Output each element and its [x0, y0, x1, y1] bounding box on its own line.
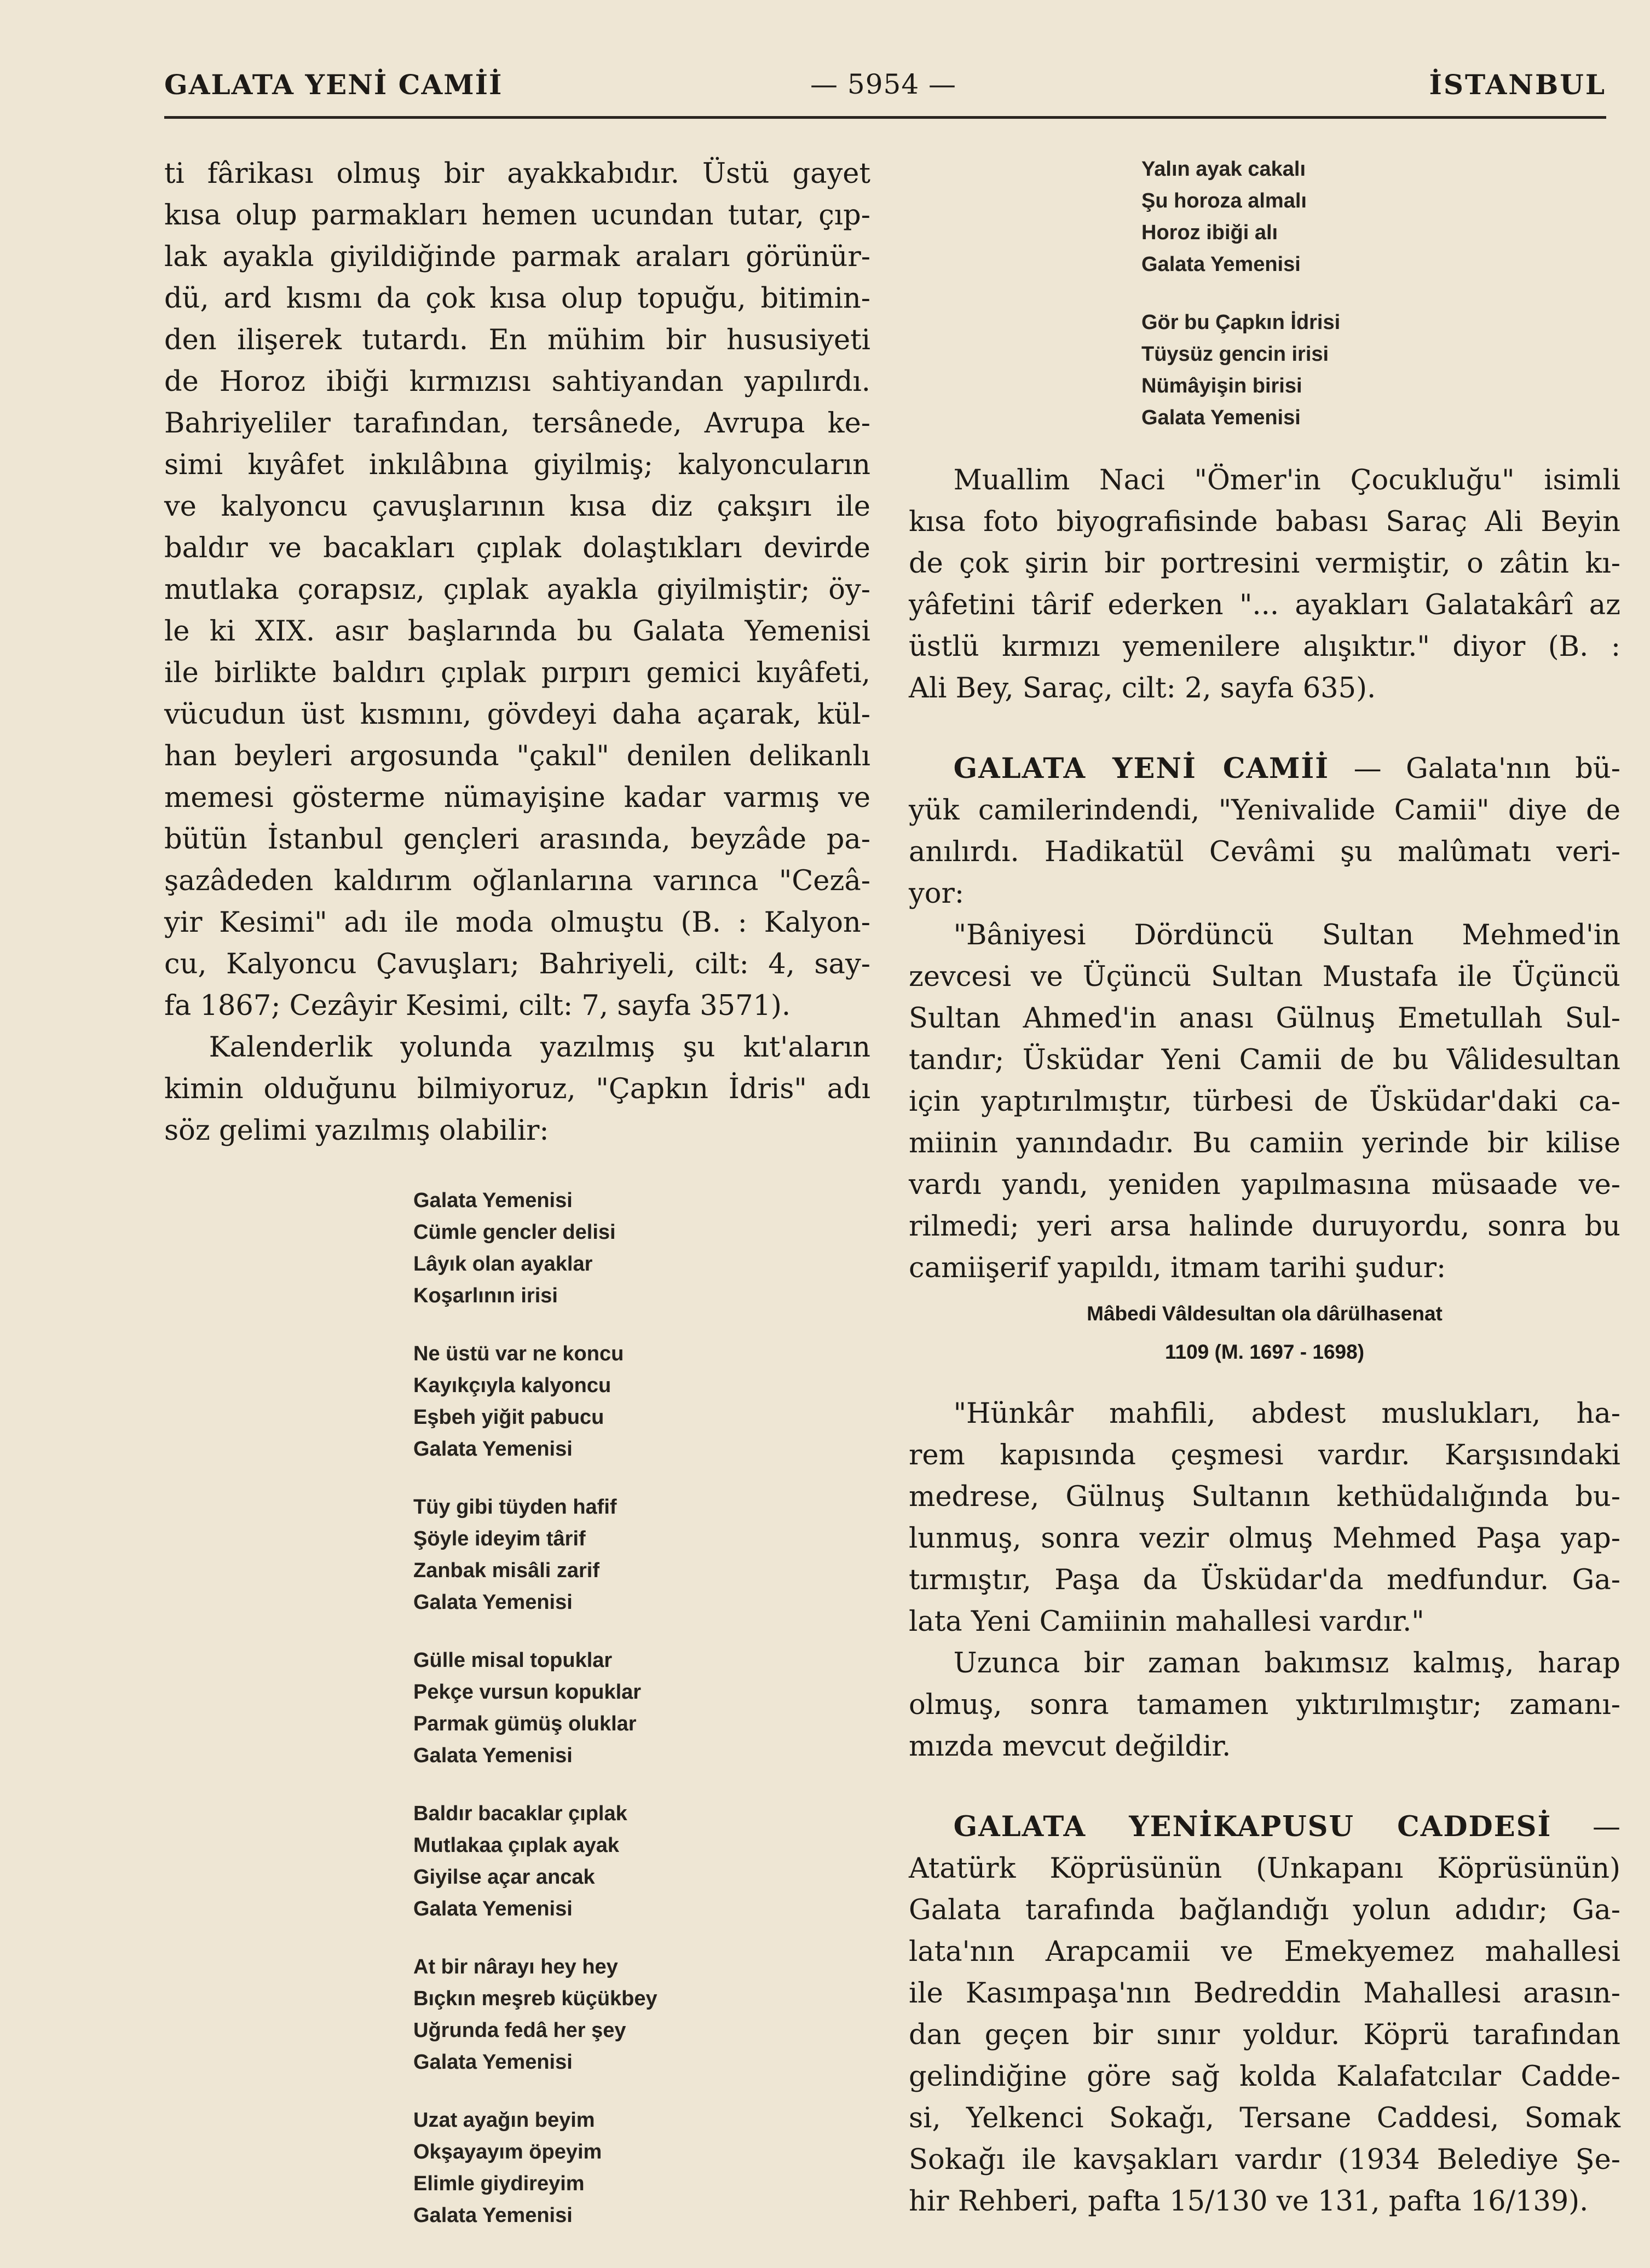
- inscription-verse: Mâbedi Vâldesultan ola dârülhasenat: [1087, 1302, 1443, 1325]
- right-column: [909, 153, 1620, 2223]
- poem-line: Mutlakaa çıplak ayak: [413, 1834, 619, 1857]
- poem-line: Galata Yemenisi: [413, 1744, 573, 1767]
- poem-stanza: [413, 1185, 870, 1312]
- poem-line: Eşbeh yiğit pabucu: [413, 1406, 604, 1429]
- poem-line: Lâyık olan ayaklar: [413, 1253, 593, 1276]
- date-inscription: [909, 1295, 1620, 1371]
- text-line: kısa foto biyografisinde babası Saraç Ali Beyin: [909, 506, 1620, 538]
- text-line: lak ayakla giyildiğinde parmak araları görünür-: [164, 241, 870, 273]
- entry-heading-tail: —: [1592, 1811, 1620, 1843]
- poem-line: Galata Yemenisi: [1141, 406, 1301, 429]
- text-line: simi kıyâfet inkılâbına giyilmiş; kalyoncuların: [164, 449, 870, 481]
- text-line: de çok şirin bir portresini vermiştir, o zâtin kı-: [909, 547, 1620, 580]
- text-line: ile Kasımpaşa'nın Bedreddin Mahallesi arasın-: [909, 1977, 1620, 2010]
- poem-line: Gör bu Çapkın İdrisi: [1141, 311, 1341, 334]
- text-line: lunmuş, sonra vezir olmuş Mehmed Paşa yap-: [909, 1522, 1620, 1555]
- text-line: den ilişerek tutardı. En mühim bir hususiyeti: [164, 324, 870, 356]
- text-line: han beyleri argosunda "çakıl" denilen delikanlı: [164, 740, 870, 772]
- text-line: yâfetini târif ederken "... ayakları Galatakârî az: [909, 589, 1620, 621]
- text-line: de Horoz ibiği kırmızısı sahtiyandan yapılırdı.: [164, 366, 870, 398]
- entry-galata-yenikapusu-caddesi: [909, 1806, 1620, 2223]
- page-number: — 5954 —: [810, 68, 957, 100]
- text-line: memesi gösterme nümayişine kadar varmış ve: [164, 782, 870, 814]
- text-line: üstlü kırmızı yemenilere alışıktır." diyor (B. :: [909, 631, 1620, 663]
- text-line: baldır ve bacakları çıplak dolaştıkları devirde: [164, 532, 870, 564]
- text-line: gelindiğine göre sağ kolda Kalafatcılar Cadde-: [909, 2061, 1620, 2093]
- poem-line: Galata Yemenisi: [413, 2204, 573, 2227]
- poem-line: Gülle misal topuklar: [413, 1649, 613, 1672]
- poem-stanza: [413, 1798, 870, 1925]
- text-line: olmuş, sonra tamamen yıktırılmıştır; zamanı-: [909, 1689, 1620, 1721]
- poem-line: Şöyle ideyim târif: [413, 1527, 586, 1550]
- poem-line: At bir nârayı hey hey: [413, 1955, 618, 1978]
- text-line: yük camilerindendi, "Yenivalide Camii" diye de: [909, 794, 1620, 827]
- poem-line: Horoz ibiği alı: [1141, 221, 1278, 244]
- text-line: Sokağı ile kavşakları vardır (1934 Belediye Şe-: [909, 2144, 1620, 2176]
- text-line: mutlaka çorapsız, çıplak ayakla giyilmiştir; öy-: [164, 574, 870, 606]
- running-header-volume: İSTANBUL: [1429, 68, 1606, 101]
- text-line: cu, Kalyoncu Çavuşları; Bahriyeli, cilt: 4, say-: [164, 948, 870, 980]
- poem-line: Galata Yemenisi: [413, 1189, 573, 1212]
- text-line: Uzunca bir zaman bakımsız kalmış, harap: [953, 1647, 1620, 1680]
- text-line: "Bâniyesi Dördüncü Sultan Mehmed'in: [953, 919, 1620, 951]
- poem-line: Baldır bacaklar çıplak: [413, 1802, 627, 1825]
- text-line: anılırdı. Hadikatül Cevâmi şu malûmatı veri-: [909, 836, 1620, 868]
- poem-line: Cümle gencler delisi: [413, 1221, 616, 1244]
- poem-line: Okşayayım öpeyim: [413, 2140, 602, 2163]
- poem-line: Uzat ayağın beyim: [413, 2109, 595, 2132]
- text-line: vardı yandı, yeniden yapılmasına müsaade ve-: [909, 1169, 1620, 1201]
- poem-line: Galata Yemenisi: [1141, 253, 1301, 276]
- text-line: tırmıştır, Paşa da Üsküdar'da medfundur. Ga-: [909, 1564, 1620, 1596]
- text-line: yir Kesimi" adı ile moda olmuştu (B. : Kalyon-: [164, 907, 870, 939]
- left-column: [164, 153, 870, 2258]
- text-line: zevcesi ve Üçüncü Sultan Mustafa ile Üçüncü: [909, 961, 1620, 993]
- poem-stanza: [413, 2104, 870, 2231]
- poem-stanza: [413, 1644, 870, 1771]
- poem-line: Zanbak misâli zarif: [413, 1559, 600, 1582]
- poem-line: Elimle giydireyim: [413, 2172, 585, 2195]
- text-line: tandır; Üsküdar Yeni Camii de bu Vâlidesultan: [909, 1044, 1620, 1076]
- poem-line: Galata Yemenisi: [413, 2051, 573, 2074]
- poem-stanza: [1141, 153, 1620, 280]
- text-line: si, Yelkenci Sokağı, Tersane Caddesi, Somak: [909, 2102, 1620, 2134]
- poem-line: Pekçe vursun kopuklar: [413, 1681, 642, 1704]
- poem-line: Tüysüz gencin irisi: [1141, 343, 1329, 366]
- text-line: [909, 748, 1620, 790]
- poem-line: Giyilse açar ancak: [413, 1866, 595, 1889]
- left-paragraph-2: [164, 1027, 870, 1152]
- quote-hadikatul-cevami: [909, 915, 1620, 1289]
- poem-line: Uğrunda fedâ her şey: [413, 2019, 626, 2042]
- text-line: lata Yeni Camiinin mahallesi vardır.": [909, 1606, 1424, 1638]
- poem-stanza: [413, 1951, 870, 2078]
- text-line: söz gelimi yazılmış olabilir:: [164, 1115, 549, 1147]
- poem-line: Yalın ayak cakalı: [1141, 158, 1306, 181]
- poem-line: Galata Yemenisi: [413, 1897, 573, 1920]
- paragraph-muallim-naci: [909, 460, 1620, 709]
- text-line: hir Rehberi, pafta 15/130 ve 131, pafta 16/139).: [909, 2185, 1589, 2218]
- entry-heading: GALATA YENİKAPUSU CADDESİ: [953, 1810, 1552, 1843]
- text-line: lata'nın Arapcamii ve Emekyemez mahallesi: [909, 1936, 1620, 1968]
- poem-line: Nümâyişin birisi: [1141, 374, 1302, 397]
- header-rule: [164, 116, 1606, 119]
- text-line: rilmedi; yeri arsa halinde duruyordu, sonra bu: [909, 1210, 1620, 1243]
- text-line: dan geçen bir sınır yoldur. Köprü tarafından: [909, 2019, 1620, 2051]
- text-line: camiişerif yapıldı, itmam tarihi şudur:: [909, 1252, 1446, 1284]
- text-line: rem kapısında çeşmesi vardır. Karşısındaki: [909, 1439, 1620, 1471]
- entry-galata-yeni-camii: [909, 748, 1620, 915]
- left-paragraph-1: [164, 153, 870, 1027]
- text-line: şazâdeden kaldırım oğlanlarına varınca "Cezâ-: [164, 865, 870, 897]
- entry-heading: GALATA YENİ CAMİİ: [953, 752, 1330, 785]
- text-line: "Hünkâr mahfili, abdest muslukları, ha-: [953, 1398, 1620, 1430]
- text-line: kısa olup parmakları hemen ucundan tutar, çıp-: [164, 199, 870, 232]
- text-line: ile birlikte baldırı çıplak pırpırı gemici kıyâfeti,: [164, 657, 870, 689]
- text-line: vücudun üst kısmını, gövdeyi daha açarak, kül-: [164, 699, 870, 731]
- poem-line: Tüy gibi tüyden hafif: [413, 1496, 617, 1519]
- text-line: dü, ard kısmı da çok kısa olup topuğu, bitimin-: [164, 282, 870, 315]
- poem-line: Galata Yemenisi: [413, 1438, 573, 1461]
- poem-line: Galata Yemenisi: [413, 1591, 573, 1614]
- text-line: Atatürk Köprüsünün (Unkapanı Köprüsünün): [909, 1853, 1620, 1885]
- text-line: fa 1867; Cezâyir Kesimi, cilt: 7, sayfa 3571).: [164, 990, 791, 1022]
- poem-stanza: [1141, 307, 1620, 434]
- text-line: miinin yanındadır. Bu camiin yerinde bir kilise: [909, 1127, 1620, 1159]
- entry-heading-tail: — Galata'nın bü-: [1353, 753, 1621, 785]
- poem-line: Parmak gümüş oluklar: [413, 1712, 637, 1735]
- paragraph-uzunca: [909, 1643, 1620, 1768]
- text-line: için yaptırılmıştır, türbesi de Üsküdar'daki ca-: [909, 1086, 1620, 1118]
- text-line: mızda mevcut değildir.: [909, 1730, 1231, 1763]
- poem-line: Şu horoza almalı: [1141, 189, 1307, 212]
- poem-line: Bıçkın meşreb küçükbey: [413, 1987, 657, 2010]
- text-line: bütün İstanbul gençleri arasında, beyzâde pa-: [164, 823, 870, 856]
- text-line: Ali Bey, Saraç, cilt: 2, sayfa 635).: [909, 672, 1376, 705]
- text-line: yor:: [909, 878, 965, 910]
- text-line: Sultan Ahmed'in anası Gülnuş Emetullah Sul-: [909, 1002, 1620, 1035]
- text-line: le ki XIX. asır başlarında bu Galata Yemenisi: [164, 615, 870, 648]
- text-line: medrese, Gülnuş Sultanın kethüdalığında bu-: [909, 1481, 1620, 1513]
- text-line: Galata tarafında bağlandığı yolun adıdır; Ga-: [909, 1894, 1620, 1926]
- poem-stanza: [413, 1338, 870, 1465]
- text-line: Bahriyeliler tarafından, tersânede, Avrupa ke-: [164, 407, 870, 440]
- running-header-title: GALATA YENİ CAMİİ: [164, 68, 503, 101]
- text-line: ve kalyoncu çavuşlarının kısa diz çakşırı ile: [164, 490, 870, 523]
- poem-continuation: [1141, 153, 1620, 434]
- poem-galata-yemenisi: [413, 1185, 870, 2231]
- inscription-date: 1109 (M. 1697 - 1698): [1164, 1341, 1365, 1363]
- text-line: ti fârikası olmuş bir ayakkabıdır. Üstü gayet: [164, 158, 870, 190]
- text-line: kimin olduğunu bilmiyoruz, "Çapkın İdris" adı: [164, 1073, 870, 1105]
- poem-stanza: [413, 1491, 870, 1618]
- text-line: Muallim Naci "Ömer'in Çocukluğu" isimli: [953, 464, 1620, 497]
- poem-line: Ne üstü var ne koncu: [413, 1342, 624, 1365]
- text-line: [909, 1806, 1620, 1848]
- quote-hunkar-mahfili: [909, 1393, 1620, 1643]
- poem-line: Kayıkçıyla kalyoncu: [413, 1374, 611, 1397]
- text-line: Kalenderlik yolunda yazılmış şu kıt'aların: [209, 1031, 870, 1064]
- poem-line: Koşarlının irisi: [413, 1284, 558, 1307]
